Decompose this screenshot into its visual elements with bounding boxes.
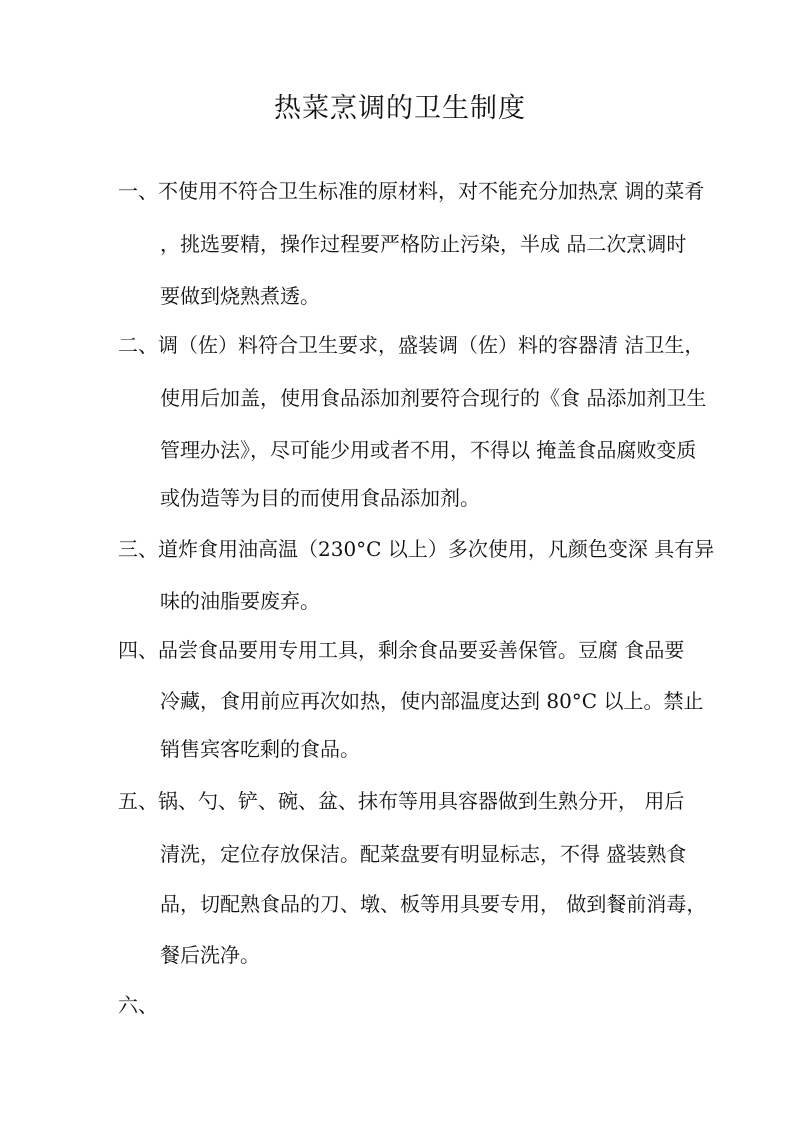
section-4-number: 四、 xyxy=(118,638,158,662)
section-1-line-3: 要做到烧熟煮透。 xyxy=(160,284,320,308)
section-5-line-3: 品，切配熟食品的刀、墩、板等用具要专用， 做到餐前消毒， xyxy=(160,892,707,916)
section-3-text-1: 道炸食用油高温（230°C 以上）多次使用，凡颜色变深 具有异 xyxy=(158,537,715,561)
section-2-line-3: 管理办法》，尽可能少用或者不用，不得以 掩盖食品腐败变质 xyxy=(160,438,697,462)
section-1-line-1 xyxy=(118,178,704,204)
section-1-line-2: ，挑选要精，操作过程要严格防止污染，半成 品二次烹调时 xyxy=(160,232,687,256)
section-4-line-2: 冷藏，食用前应再次如热，使内部温度达到 80°C 以上。禁止 xyxy=(160,689,704,713)
section-5-text-1: 锅、勺、铲、碗、盆、抹布等用具容器做到生熟分开， 用后 xyxy=(158,789,685,813)
section-5-line-4: 餐后洗净。 xyxy=(160,943,260,967)
section-5-number: 五、 xyxy=(118,789,158,813)
section-1-text-1: 不使用不符合卫生标准的原材料，对不能充分加热烹 调的菜肴 xyxy=(158,179,705,203)
section-3-line-1 xyxy=(118,536,714,562)
section-5-line-2: 清洗，定位存放保洁。配菜盘要有明显标志，不得 盛装熟食 xyxy=(160,842,687,866)
section-2-line-1 xyxy=(118,332,704,358)
section-2-number: 二、 xyxy=(118,333,158,357)
section-3-line-2: 味的油脂要废弃。 xyxy=(160,589,320,613)
section-1-number: 一、 xyxy=(118,179,158,203)
section-2-line-4: 或伪造等为目的而使用食品添加剂。 xyxy=(160,486,480,510)
section-3-number: 三、 xyxy=(118,537,158,561)
section-2-text-1: 调（佐）料符合卫生要求，盛装调（佐）料的容器清 洁卫生， xyxy=(158,333,705,357)
section-4-line-1 xyxy=(118,637,684,663)
section-2-line-2: 使用后加盖，使用食品添加剂要符合现行的《食 品添加剂卫生 xyxy=(160,386,707,410)
section-4-line-3: 销售宾客吃剩的食品。 xyxy=(160,737,360,761)
section-6-number: 六、 xyxy=(118,993,158,1017)
document-title: 热菜烹调的卫生制度 xyxy=(274,93,526,124)
section-4-text-1: 品尝食品要用专用工具，剩余食品要妥善保管。豆腐 食品要 xyxy=(158,638,685,662)
section-5-line-1 xyxy=(118,788,684,814)
